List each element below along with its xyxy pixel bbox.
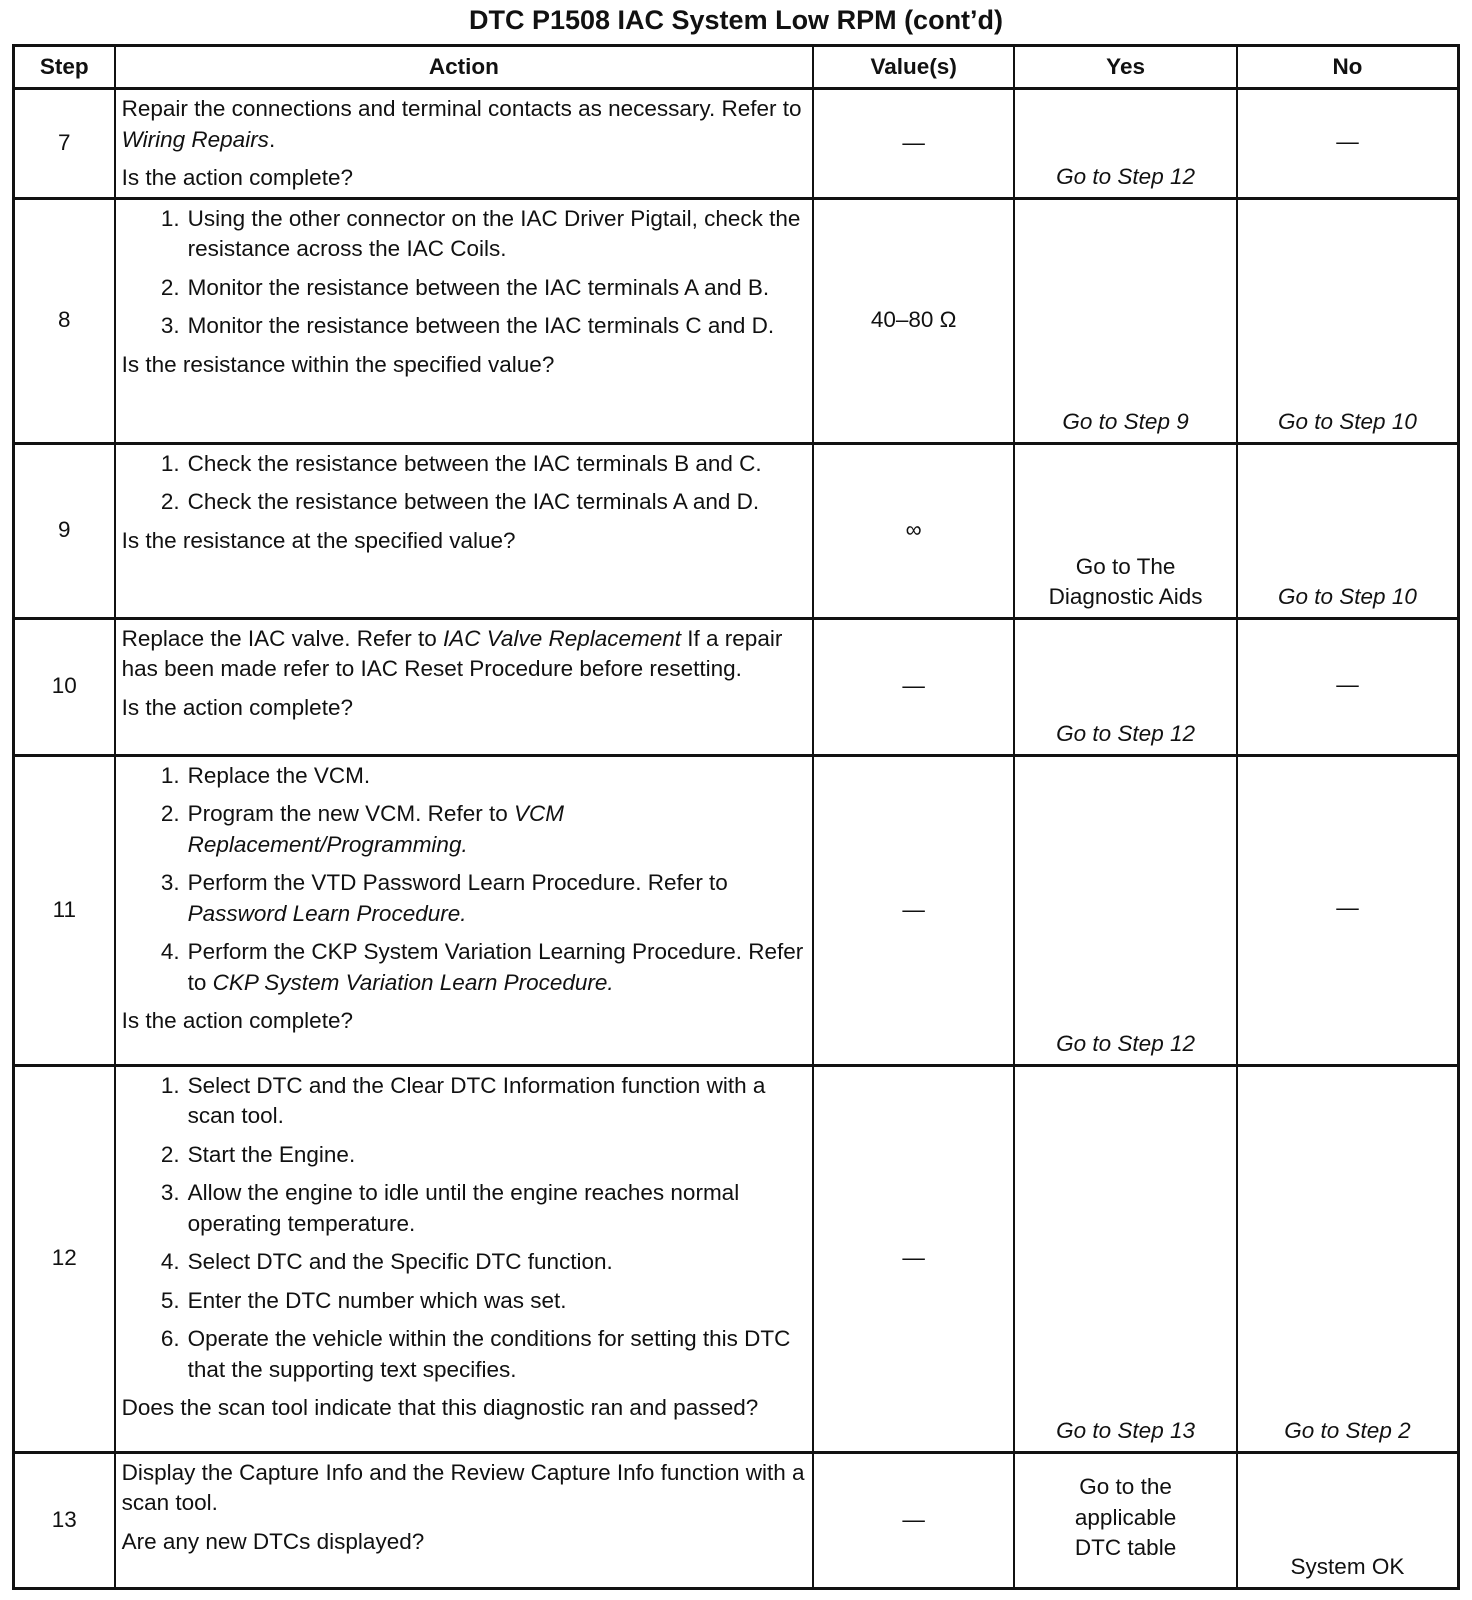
substep-text <box>188 761 807 792</box>
substep-number: 1. <box>160 450 180 476</box>
substep-text <box>188 487 807 518</box>
action-cell <box>115 755 814 1065</box>
list-item <box>122 799 807 860</box>
substep-list <box>122 1071 807 1386</box>
text-segment: Program the new VCM. Refer to <box>187 801 514 826</box>
action-question: Is the action complete? <box>121 694 353 720</box>
step-number: 9 <box>14 443 115 618</box>
table-body <box>14 89 1459 1589</box>
table-row <box>14 89 1459 199</box>
substep-text <box>188 204 807 265</box>
substep-list <box>122 449 807 518</box>
text-segment: Perform the CKP System Variation Learning Procedure. Refer to <box>187 939 804 995</box>
substep-text <box>188 1071 807 1132</box>
substep-text <box>188 273 807 304</box>
substep-text <box>188 868 807 929</box>
list-item <box>122 1286 807 1317</box>
italic-reference: IAC Valve Replacement <box>443 625 682 651</box>
text-segment: Display the Capture Info and the Review Capture Info function with a scan tool. <box>121 1459 805 1515</box>
no-cell: Go to Step 10 <box>1237 198 1459 443</box>
substep-text <box>188 311 807 342</box>
text-segment: Start the Engine. <box>187 1141 356 1167</box>
action-text <box>122 624 807 685</box>
diagnostic-table <box>12 44 1460 1590</box>
value-cell: — <box>813 1065 1014 1452</box>
header-yes: Yes <box>1014 46 1237 89</box>
text-segment: Perform the VTD Password Learn Procedure. Refer to <box>187 870 728 895</box>
list-item <box>122 1178 807 1239</box>
substep-number: 3. <box>160 870 180 895</box>
action-question: Is the resistance within the specified value? <box>121 351 555 377</box>
table-row <box>14 618 1459 755</box>
action-question: Does the scan tool indicate that this diagnostic ran and passed? <box>121 1395 759 1420</box>
yes-cell: Go to the applicable DTC table <box>1014 1452 1237 1588</box>
action-text <box>122 94 807 155</box>
table-row <box>14 755 1459 1065</box>
substep-text <box>188 937 807 998</box>
list-item <box>122 937 807 998</box>
yes-cell: Go to Step 12 <box>1014 89 1237 199</box>
text-segment: Monitor the resistance between the IAC terminals A and B. <box>187 274 770 300</box>
no-cell: Go to Step 2 <box>1237 1065 1459 1452</box>
no-cell: Go to Step 10 <box>1237 443 1459 618</box>
action-question: Is the resistance at the specified value? <box>121 527 516 553</box>
action-cell <box>115 1452 814 1588</box>
action-question: Is the action complete? <box>121 165 353 190</box>
text-segment: Allow the engine to idle until the engine reaches normal operating temperature. <box>187 1180 740 1236</box>
list-item <box>122 1071 807 1132</box>
value-cell: — <box>813 1452 1014 1588</box>
no-cell: — <box>1237 755 1459 1065</box>
list-item <box>122 1140 807 1171</box>
italic-reference: Wiring Repairs <box>121 126 269 152</box>
text-segment: Monitor the resistance between the IAC terminals C and D. <box>187 313 775 338</box>
action-cell <box>115 198 814 443</box>
yes-cell: Go to The Diagnostic Aids <box>1014 443 1237 618</box>
substep-number: 2. <box>160 801 180 826</box>
substep-number: 3. <box>160 1180 180 1205</box>
substep-number: 2. <box>160 489 180 514</box>
value-cell: — <box>813 89 1014 199</box>
yes-cell: Go to Step 12 <box>1014 618 1237 755</box>
header-action: Action <box>115 46 814 89</box>
list-item <box>122 449 807 480</box>
text-segment: Replace the IAC valve. Refer to <box>121 625 443 651</box>
value-cell: — <box>813 755 1014 1065</box>
text-segment: Select DTC and the Specific DTC function. <box>187 1249 613 1274</box>
substep-number: 4. <box>160 1249 180 1274</box>
substep-number: 2. <box>160 274 180 300</box>
substep-number: 6. <box>160 1326 180 1351</box>
italic-reference: VCM Replacement/Programming. <box>187 801 564 857</box>
substep-number: 1. <box>160 1072 180 1098</box>
substep-text <box>188 1140 807 1171</box>
text-segment: Check the resistance between the IAC terminals B and C. <box>187 450 762 476</box>
text-segment: Repair the connections and terminal contacts as necessary. Refer to <box>121 96 802 121</box>
text-segment: Operate the vehicle within the conditions for setting this DTC that the supporting text specifies. <box>187 1326 791 1382</box>
page-title: DTC P1508 IAC System Low RPM (cont’d) <box>468 5 1004 35</box>
action-question: Are any new DTCs displayed? <box>121 1528 425 1554</box>
substep-number: 1. <box>160 205 180 231</box>
list-item <box>122 868 807 929</box>
step-number: 8 <box>14 198 115 443</box>
step-number: 12 <box>14 1065 115 1452</box>
list-item <box>122 204 807 265</box>
text-segment: Enter the DTC number which was set. <box>187 1287 567 1313</box>
text-segment: Check the resistance between the IAC terminals A and D. <box>187 489 760 514</box>
substep-text <box>188 1247 807 1278</box>
no-cell: — <box>1237 89 1459 199</box>
yes-cell: Go to Step 12 <box>1014 755 1237 1065</box>
header-values: Value(s) <box>813 46 1014 89</box>
substep-number: 2. <box>160 1141 180 1167</box>
substep-number: 1. <box>160 762 180 788</box>
yes-cell: Go to Step 13 <box>1014 1065 1237 1452</box>
header-no: No <box>1237 46 1459 89</box>
value-cell: ∞ <box>813 443 1014 618</box>
substep-text <box>188 799 807 860</box>
text-segment: Using the other connector on the IAC Driver Pigtail, check the resistance across the IAC Coils. <box>187 205 801 261</box>
substep-number: 4. <box>160 939 180 964</box>
step-number: 7 <box>14 89 115 199</box>
table-row <box>14 443 1459 618</box>
text-segment: If a repair has been made refer to IAC Reset Procedure before resetting. <box>121 625 783 681</box>
action-cell <box>115 618 814 755</box>
substep-number: 3. <box>160 313 180 338</box>
list-item <box>122 761 807 792</box>
no-cell: — <box>1237 618 1459 755</box>
step-number: 11 <box>14 755 115 1065</box>
list-item <box>122 311 807 342</box>
step-number: 10 <box>14 618 115 755</box>
substep-text <box>188 1324 807 1385</box>
header-step: Step <box>14 46 115 89</box>
header-row <box>14 46 1459 89</box>
substep-list <box>122 761 807 999</box>
substep-number: 5. <box>160 1287 180 1313</box>
substep-text <box>188 1286 807 1317</box>
substep-text <box>188 1178 807 1239</box>
text-segment: Select DTC and the Clear DTC Information function with a scan tool. <box>187 1072 766 1128</box>
list-item <box>122 1324 807 1385</box>
substep-list <box>122 204 807 342</box>
action-question: Is the action complete? <box>121 1008 353 1033</box>
action-cell <box>115 1065 814 1452</box>
table-row <box>14 198 1459 443</box>
no-cell: System OK <box>1237 1452 1459 1588</box>
table-row <box>14 1065 1459 1452</box>
action-text <box>122 1458 807 1519</box>
text-segment: Replace the VCM. <box>187 762 371 788</box>
list-item <box>122 487 807 518</box>
value-cell: 40–80 Ω <box>813 198 1014 443</box>
table-row <box>14 1452 1459 1588</box>
value-cell: — <box>813 618 1014 755</box>
list-item <box>122 273 807 304</box>
list-item <box>122 1247 807 1278</box>
italic-reference: CKP System Variation Learn Procedure. <box>212 969 614 995</box>
step-number: 13 <box>14 1452 115 1588</box>
action-cell <box>115 443 814 618</box>
italic-reference: Password Learn Procedure. <box>187 900 467 926</box>
action-cell <box>115 89 814 199</box>
text-segment: . <box>268 126 276 152</box>
yes-cell: Go to Step 9 <box>1014 198 1237 443</box>
substep-text <box>188 449 807 480</box>
